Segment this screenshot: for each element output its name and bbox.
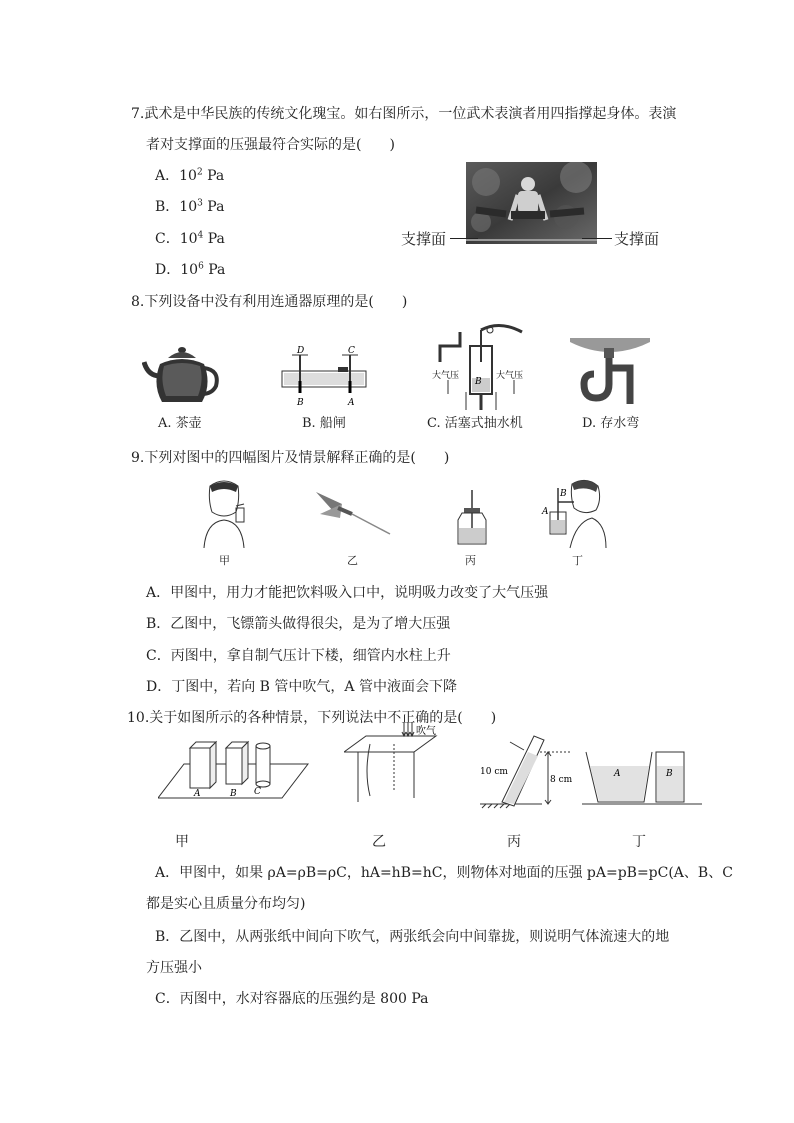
- q9-option-c[interactable]: C．丙图中，拿自制气压计下楼，细管内水柱上升: [146, 648, 451, 664]
- q7-leader-left: [450, 238, 478, 239]
- q7-support-label-right: 支撑面: [614, 230, 660, 248]
- q9-option-b[interactable]: B．乙图中，飞镖箭头做得很尖，是为了增大压强: [146, 616, 451, 632]
- q9-option-a[interactable]: A．甲图中，用力才能把饮料吸入口中，说明吸力改变了大气压强: [146, 585, 549, 601]
- q9-caption-bing: 丙: [465, 554, 476, 567]
- svg-text:大气压: 大气压: [496, 371, 524, 381]
- svg-text:B: B: [230, 789, 237, 799]
- q9-caption-jia: 甲: [219, 554, 230, 567]
- q10-option-b-line2: 方压强小: [146, 960, 202, 976]
- two-containers-diagram: [582, 748, 702, 808]
- svg-text:A: A: [348, 398, 355, 407]
- q8-caption-d: D. 存水弯: [582, 416, 640, 431]
- q10-option-a-line1[interactable]: A．甲图中，如果 ρA=ρB=ρC，hA=hB=hC，则物体对地面的压强 pA=pB=pC(A、B、C: [155, 865, 733, 881]
- svg-text:大气压: 大气压: [432, 371, 460, 381]
- q10-caption-bing: 丙: [507, 834, 521, 850]
- q10-stem: 10.关于如图所示的各种情景，下列说法中不正确的是( ): [127, 710, 497, 726]
- piston-pump-diagram: [430, 322, 530, 410]
- ship-lock-diagram: [278, 345, 370, 407]
- q7-option-d[interactable]: D．$10^6$ Pa: [155, 261, 226, 278]
- svg-text:吹气: 吹气: [416, 726, 436, 737]
- svg-text:B: B: [475, 377, 482, 387]
- svg-text:10 cm: 10 cm: [480, 767, 508, 777]
- teapot-icon: [142, 340, 222, 408]
- q7-support-label-left: 支撑面: [401, 230, 447, 248]
- inclined-tube-diagram: [480, 730, 576, 810]
- q8-stem: 8.下列设备中没有利用连通器原理的是( ): [131, 294, 408, 310]
- dart-illustration: [312, 488, 392, 538]
- q10-caption-ding: 丁: [632, 834, 646, 850]
- svg-text:A: A: [614, 769, 621, 779]
- q7-option-b[interactable]: B．$10^3$ Pa: [155, 198, 225, 215]
- q7-option-a[interactable]: A．$10^2$ Pa: [155, 167, 225, 184]
- svg-text:B: B: [666, 769, 673, 779]
- boy-blowing-straws-illustration: [540, 478, 610, 550]
- homemade-barometer-illustration: [452, 488, 492, 548]
- q10-option-c[interactable]: C．丙图中，水对容器底的压强约是 800 Pa: [155, 991, 429, 1007]
- svg-text:A: A: [194, 789, 201, 799]
- q8-caption-a: A. 茶壶: [158, 416, 202, 431]
- q7-leader-right: [582, 238, 612, 239]
- q9-stem: 9.下列对图中的四幅图片及情景解释正确的是( ): [131, 450, 450, 466]
- boy-drinking-illustration: [196, 478, 252, 550]
- q10-caption-jia: 甲: [175, 834, 189, 850]
- svg-text:A: A: [542, 507, 549, 517]
- svg-text:B: B: [560, 489, 567, 499]
- q7-stem-line1: 7.武术是中华民族的传统文化瑰宝。如右图所示，一位武术表演者用四指撑起身体。表演: [131, 106, 677, 122]
- svg-text:C: C: [348, 346, 355, 356]
- q10-option-b-line1[interactable]: B．乙图中，从两张纸中间向下吹气，两张纸会向中间靠拢，则说明气体流速大的地: [155, 929, 670, 945]
- q9-caption-yi: 乙: [347, 554, 358, 567]
- q8-caption-c: C. 活塞式抽水机: [427, 416, 523, 431]
- svg-text:8 cm: 8 cm: [550, 775, 573, 785]
- q8-caption-b: B. 船闸: [302, 416, 346, 431]
- q10-option-a-line2: 都是实心且质量分布均匀): [146, 896, 306, 912]
- paper-blowing-diagram: [344, 722, 444, 806]
- svg-text:C: C: [254, 787, 261, 797]
- solids-on-plane-diagram: [158, 738, 310, 802]
- q9-option-d[interactable]: D．丁图中，若向 B 管中吹气，A 管中液面会下降: [146, 679, 457, 695]
- martial-artist-photo: [466, 162, 597, 244]
- svg-text:B: B: [297, 398, 304, 407]
- q7-stem-line2: 者对支撑面的压强最符合实际的是( ): [146, 137, 395, 153]
- trap-pipe-diagram: [570, 338, 650, 408]
- svg-text:D: D: [297, 346, 305, 356]
- q7-option-c[interactable]: C．$10^4$ Pa: [155, 230, 225, 247]
- q9-caption-ding: 丁: [572, 554, 583, 567]
- q10-caption-yi: 乙: [372, 834, 386, 850]
